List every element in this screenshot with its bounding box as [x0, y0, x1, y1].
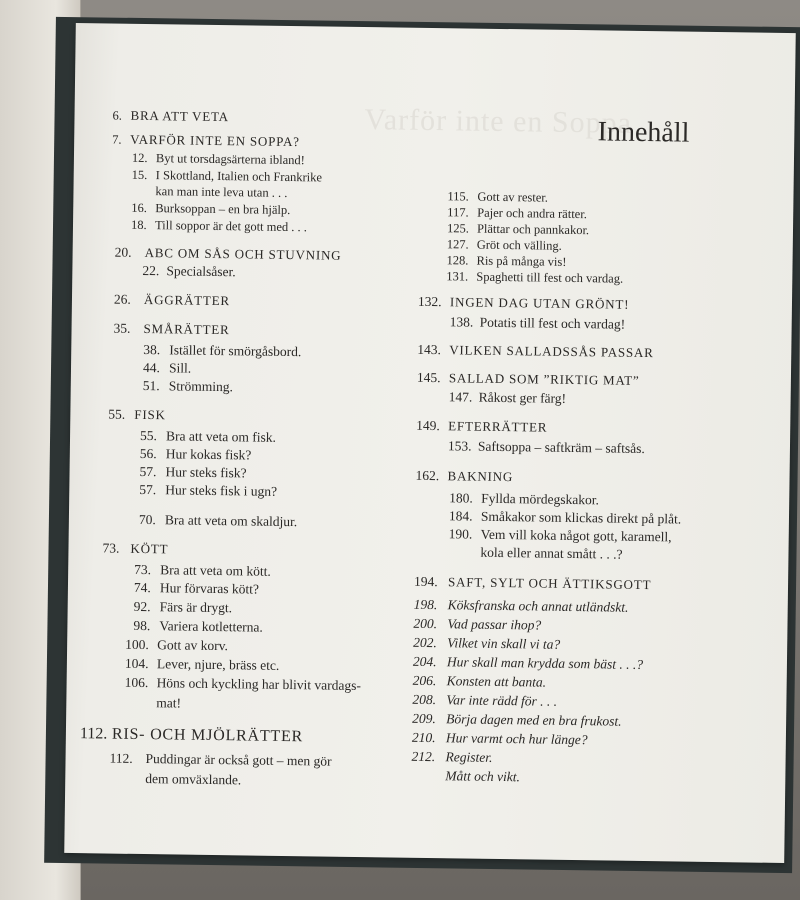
toc-chapter: KÖTT [130, 540, 169, 557]
toc-page-number: 117. [447, 205, 469, 220]
toc-chapter: INGEN DAG UTAN GRÖNT! [449, 294, 630, 312]
toc-page-number: 143. [417, 341, 442, 358]
toc-entry-continued: kola eller annat smått . . .? [480, 544, 623, 562]
toc-entry: Småkakor som klickas direkt på plåt. [480, 508, 682, 527]
toc-entry: Färs är drygt. [159, 599, 233, 616]
toc-entry: Bra att veta om kött. [160, 562, 271, 579]
toc-page-number: 98. [133, 617, 151, 634]
toc-entry-continued: dem omväxlande. [145, 771, 242, 788]
toc-page-number: 22. [142, 262, 160, 279]
toc-page-number: 16. [131, 200, 147, 216]
toc-entry: Specialsåser. [166, 263, 236, 280]
toc-chapter: ÄGGRÄTTER [143, 291, 230, 309]
toc-entry: Hur steks fisk? [165, 464, 247, 481]
toc-chapter: VARFÖR INTE EN SOPPA? [130, 131, 300, 150]
toc-entry: Hur skall man krydda som bäst . . .? [446, 654, 644, 672]
toc-page-number: 204. [412, 653, 437, 670]
toc-page-number: 51. [142, 377, 160, 394]
toc-entry: Bra att veta om fisk. [165, 428, 277, 445]
toc-page-number: 149. [416, 417, 440, 434]
toc-page-number: 138. [449, 314, 474, 330]
toc-page-number: 194. [413, 573, 438, 590]
toc-entry: Ris på många vis! [476, 253, 567, 269]
toc-entry: Burksoppan – en bra hjälp. [155, 201, 291, 218]
toc-page-number: 153. [447, 438, 472, 454]
toc-page-number: 56. [139, 445, 157, 462]
toc-page-number: 26. [113, 291, 131, 307]
toc-page-number: 198. [413, 596, 438, 613]
toc-page-number: 115. [447, 189, 469, 204]
toc-entry: Istället för smörgåsbord. [169, 342, 302, 360]
toc-entry: Börja dagen med en bra frukost. [446, 711, 622, 729]
toc-entry-continued: kan man inte leva utan . . . [155, 184, 288, 200]
toc-page-number: 38. [143, 341, 161, 358]
toc-chapter: SAFT, SYLT OCH ÄTTIKSGOTT [447, 574, 652, 593]
toc-page-number: 106. [124, 674, 149, 691]
toc-entry: Lever, njure, bräss etc. [156, 656, 280, 673]
toc-page-number: 162. [415, 467, 440, 484]
toc-page-number: 44. [142, 359, 161, 376]
toc-page-number: 15. [131, 167, 148, 183]
toc-entry: Hur förvaras kött? [159, 580, 260, 597]
toc-entry: Vilket vin skall vi ta? [447, 635, 561, 652]
toc-page-number: 132. [417, 293, 442, 310]
toc-entry: Höns och kyckling har blivit vardags- [156, 675, 362, 694]
toc-entry: Gott av korv. [157, 637, 229, 654]
toc-chapter: BRA ATT VETA [130, 107, 230, 125]
toc-page-number: 18. [130, 217, 147, 233]
toc-entry: Pajer och andra rätter. [477, 205, 587, 222]
toc-chapter: RIS- OCH MJÖLRÄTTER [111, 725, 304, 746]
toc-chapter: VILKEN SALLADSSÅS PASSAR [449, 342, 654, 361]
toc-entry: Köksfranska och annat utländskt. [447, 597, 629, 615]
toc-entry: Vem vill koka något gott, karamell, [480, 526, 672, 545]
toc-page-number: 128. [446, 253, 469, 268]
toc-entry: Hur kokas fisk? [165, 446, 252, 463]
toc-page-number: 57. [139, 463, 157, 480]
toc-page-number: 104. [124, 655, 149, 672]
toc-chapter: FISK [134, 406, 166, 423]
toc-entry: Bra att veta om skaldjur. [164, 512, 298, 530]
toc-chapter: SMÅRÄTTER [143, 320, 230, 338]
toc-entry: Råkost ger färg! [478, 389, 567, 406]
toc-page-number: 57. [139, 481, 157, 498]
toc-entry: I Skottland, Italien och Frankrike [155, 168, 323, 185]
toc-entry: Hur varmt och hur länge? [445, 730, 588, 748]
toc-page-number: 190. [448, 526, 473, 542]
toc-entry: Strömming. [168, 378, 234, 395]
toc-page-number: 35. [113, 320, 131, 336]
toc-entry: Konsten att banta. [446, 673, 547, 690]
toc-entry: Puddingar är också gott – men gör [145, 751, 332, 769]
toc-entry: Fyllda mördegskakor. [481, 490, 600, 508]
toc-chapter: SALLAD SOM ”RIKTIG MAT” [448, 370, 640, 388]
toc-page-number: 70. [138, 511, 156, 528]
toc-page-number: 55. [108, 406, 126, 422]
toc-page-number: 208. [412, 691, 437, 708]
toc-page-number: 200. [413, 615, 438, 632]
toc-page-number: 20. [114, 244, 132, 260]
toc-chapter: BAKNING [447, 468, 514, 485]
toc-page-number: 92. [133, 598, 151, 615]
toc-page-number: 210. [411, 729, 436, 746]
toc-entry: Hur steks fisk i ugn? [165, 482, 278, 499]
toc-entry: Potatis till fest och vardag! [479, 314, 626, 332]
toc-page-number: 180. [449, 490, 473, 506]
toc-page-number: 73. [102, 540, 120, 556]
toc-entry: Sill. [168, 360, 192, 376]
page-title: Innehåll [597, 116, 690, 149]
toc-page-number: 131. [446, 269, 469, 284]
toc-chapter: ABC OM SÅS OCH STUVNING [144, 244, 342, 263]
toc-entry: Variera kotletterna. [159, 618, 263, 635]
toc-entry: Spaghetti till fest och vardag. [476, 269, 624, 286]
toc-entry-continued: Mått och vikt. [445, 768, 521, 785]
toc-page-number: 209. [412, 710, 436, 727]
toc-page-number: 125. [446, 221, 469, 236]
toc-entry: Register. [445, 749, 493, 765]
toc-page-number: 100. [125, 636, 149, 653]
toc-page-number: 7. [112, 132, 122, 147]
toc-entry: Gröt och välling. [476, 237, 562, 253]
contents-page [64, 23, 796, 863]
show-through-text: Varför inte en Soppa [364, 103, 633, 140]
toc-page-number: 184. [448, 508, 473, 524]
toc-page-number: 112. [109, 750, 133, 766]
toc-page-number: 206. [412, 672, 437, 689]
toc-page-number: 147. [448, 389, 473, 405]
toc-entry: Var inte rädd för . . . [446, 692, 558, 709]
toc-entry: Vad passar ihop? [447, 616, 542, 633]
toc-page-number: 212. [411, 748, 436, 765]
toc-entry: Plättar och pannkakor. [476, 221, 590, 238]
toc-page-number: 112. [79, 725, 108, 743]
toc-chapter: EFTERRÄTTER [448, 418, 548, 435]
toc-page-number: 74. [133, 579, 151, 596]
toc-entry: Gott av rester. [477, 189, 549, 205]
toc-page-number: 12. [131, 150, 148, 166]
toc-entry: Till soppor är det gott med . . . [154, 218, 308, 235]
toc-page-number: 55. [139, 427, 158, 444]
toc-entry-continued: mat! [156, 695, 182, 711]
toc-page-number: 145. [416, 369, 441, 386]
toc-page-number: 73. [134, 561, 152, 578]
toc-page-number: 202. [413, 634, 437, 651]
toc-entry: Byt ut torsdagsärterna ibland! [155, 151, 305, 168]
toc-page-number: 6. [112, 108, 123, 123]
toc-page-number: 127. [446, 237, 469, 252]
toc-entry: Saftsoppa – saftkräm – saftsås. [477, 438, 645, 456]
